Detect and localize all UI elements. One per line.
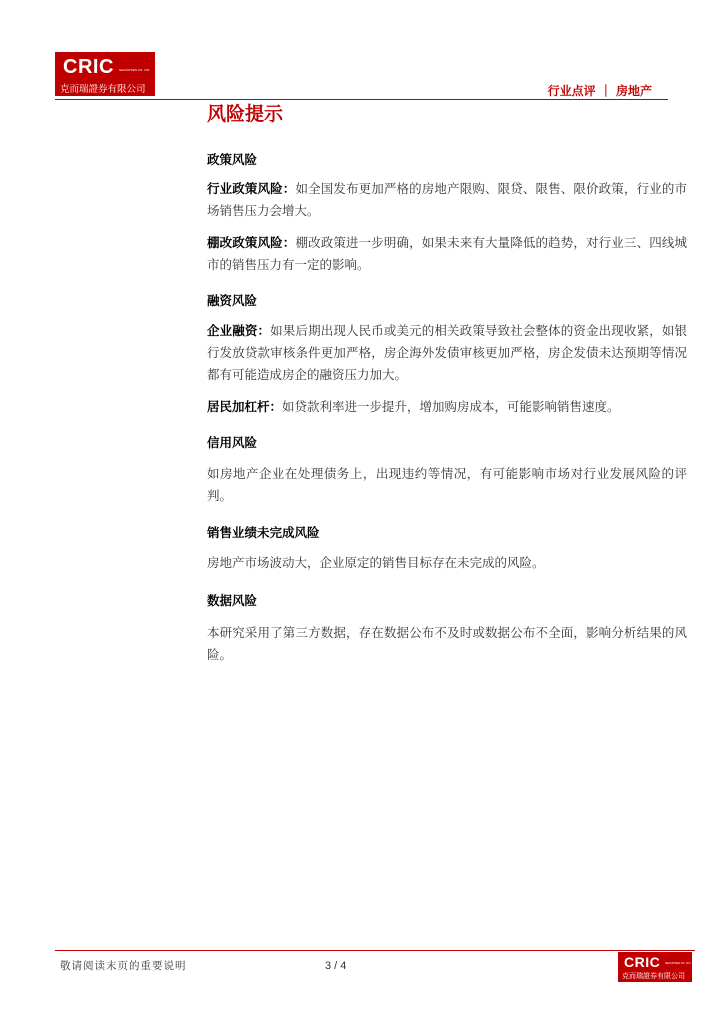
paragraph-lead: 棚改政策风险： [207,235,296,250]
paragraph-data-risk: 本研究采用了第三方数据，存在数据公布不及时或数据公布不全面，影响分析结果的风险。 [207,625,687,662]
report-category: 行业点评 ｜ 房地产 [547,84,652,98]
logo-company-name: 克而瑞證券有限公司 [60,84,146,95]
page-title: 风险提示 [207,103,284,125]
main-content [207,101,687,662]
paragraph-industry-policy-risk [207,178,687,222]
header-divider [55,99,668,100]
page-number: 3 / 4 [325,960,347,972]
paragraph-body: 棚改政策进一步明确，如果未来有大量降低的趋势，对行业三、四线城市的销售压力有一定的影响。 [207,235,687,272]
paragraph-body: 如全国发布更加严格的房地产限购、限贷、限售、限价政策，行业的市场销售压力会增大。 [207,181,687,218]
logo-tagline: SECURITIES CO. LTD [119,68,150,72]
paragraph-household-leverage [207,396,687,418]
logo-company-name: 克而瑞證券有限公司 [622,973,685,980]
logo-brand: CRIC [63,56,114,78]
paragraph-credit-risk: 如房地产企业在处理债务上，出现违约等情况，有可能影响市场对行业发展风险的评判。 [207,466,687,503]
paragraph-sales-risk: 房地产市场波动大，企业原定的销售目标存在未完成的风险。 [207,555,545,570]
footer-disclaimer-note: 敬请阅读末页的重要说明 [60,960,187,972]
section-heading-financing: 融资风险 [207,293,258,308]
paragraph-shantytown-policy-risk [207,232,687,276]
section-heading-policy: 政策风险 [207,152,258,167]
paragraph-lead: 企业融资： [207,323,271,338]
logo-tagline: SECURITIES CO. LTD [665,962,691,965]
logo-brand: CRIC [624,954,661,970]
section-heading-credit: 信用风险 [207,435,258,450]
company-logo [55,52,155,96]
section-heading-data: 数据风险 [207,593,258,608]
footer-logo [618,952,692,982]
paragraph-body: 如果后期出现人民币或美元的相关政策导致社会整体的资金出现收紧，如银行发放贷款审核条件更加严格，房企海外发债审核更加严格，房企发债未达预期等情况都有可能造成房企的融资压力加大。 [207,323,687,382]
paragraph-lead: 行业政策风险： [207,181,296,196]
section-heading-sales: 销售业绩未完成风险 [207,525,320,540]
paragraph-body: 如贷款利率进一步提升，增加购房成本，可能影响销售速度。 [282,399,620,414]
paragraph-corporate-financing [207,320,687,386]
paragraph-lead: 居民加杠杆： [207,399,283,414]
footer-divider [55,950,695,951]
